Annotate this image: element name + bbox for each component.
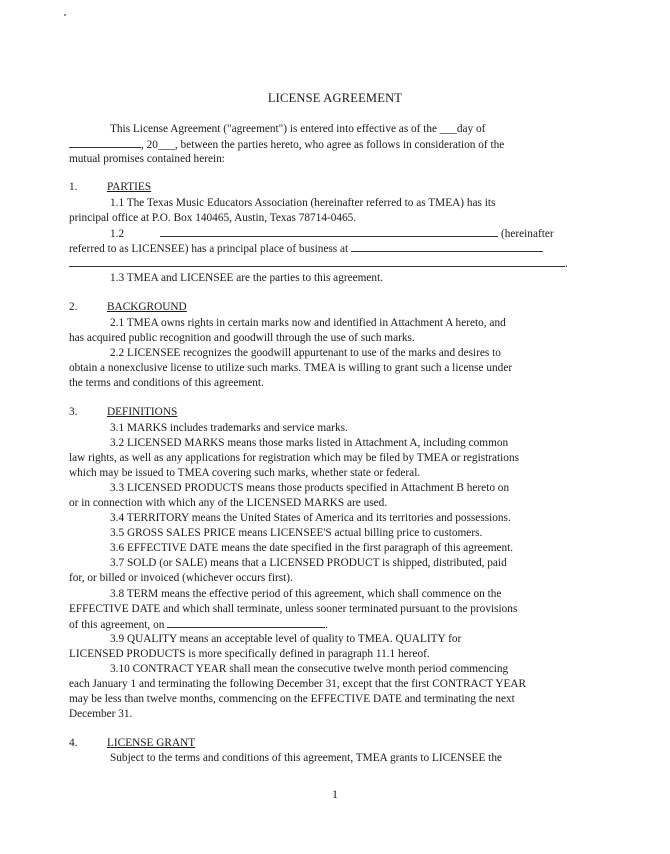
section-heading: 3. DEFINITIONS <box>69 406 178 418</box>
intro-line: , 20___, between the parties hereto, who agree as follows in consideration of the <box>69 137 504 153</box>
paragraph-line: principal office at P.O. Box 140465, Austin, Texas 78714-0465. <box>69 212 357 224</box>
intro-line: This License Agreement ("agreement") is entered into effective as of the ___day of <box>110 123 486 135</box>
paragraph-line: 1.2 (hereinafter <box>110 228 554 240</box>
paragraph-line: 3.2 LICENSED MARKS means those marks listed in Attachment A, including common <box>110 437 509 449</box>
paragraph-line: 3.1 MARKS includes trademarks and service marks. <box>110 422 348 434</box>
paragraph-line: 3.5 GROSS SALES PRICE means LICENSEE'S actual billing price to customers. <box>110 527 483 539</box>
paragraph-line: 1.1 The Texas Music Educators Association (hereinafter referred to as TMEA) has its <box>110 197 496 209</box>
paragraph-line: 3.8 TERM means the effective period of this agreement, which shall commence on the <box>110 588 502 600</box>
paragraph-line: or in connection with which any of the LICENSED MARKS are used. <box>69 497 388 509</box>
paragraph-line: EFFECTIVE DATE and which shall terminate, unless sooner terminated pursuant to the provisions <box>69 603 518 615</box>
paragraph-line: 3.3 LICENSED PRODUCTS means those products specified in Attachment B hereto on <box>110 482 510 494</box>
paragraph-line: law rights, as well as any applications for registration which may be filed by TMEA or registrations <box>69 452 519 464</box>
scan-speck <box>64 14 66 16</box>
intro-line: mutual promises contained herein: <box>69 153 225 165</box>
paragraph-line: 2.1 TMEA owns rights in certain marks now and identified in Attachment A hereto, and <box>110 317 506 329</box>
paragraph-line: the terms and conditions of this agreement. <box>69 377 264 389</box>
term-end-date-blank <box>167 617 325 628</box>
address-blank <box>351 241 543 252</box>
paragraph-line: obtain a nonexclusive license to utilize such marks. TMEA is willing to grant such a license under <box>69 362 513 374</box>
paragraph-line: has acquired public recognition and goodwill through the use of such marks. <box>69 332 415 344</box>
document-title: LICENSE AGREEMENT <box>267 91 403 105</box>
paragraph-line: referred to as LICENSEE) has a principal place of business at <box>69 241 543 257</box>
paragraph-line: for, or billed or invoiced (whichever occurs first). <box>69 572 293 584</box>
paragraph-line: 1.3 TMEA and LICENSEE are the parties to this agreement. <box>110 272 384 284</box>
paragraph-line: of this agreement, on . <box>69 619 329 631</box>
page-number: 1 <box>332 787 338 801</box>
paragraph-line: 3.7 SOLD (or SALE) means that a LICENSED PRODUCT is shipped, distributed, paid <box>110 557 507 569</box>
paragraph-line: 3.6 EFFECTIVE DATE means the date specified in the first paragraph of this agreement. <box>110 542 514 554</box>
paragraph-line: which may be issued to TMEA covering such marks, whether state or federal. <box>69 467 421 479</box>
paragraph-line: December 31. <box>69 708 133 720</box>
paragraph-line: may be less than twelve months, commencing on the EFFECTIVE DATE and terminating the next <box>69 693 515 705</box>
paragraph-line: 3.10 CONTRACT YEAR shall mean the consecutive twelve month period commencing <box>110 663 509 675</box>
paragraph-line: . <box>69 256 568 272</box>
licensee-name-blank <box>160 226 498 237</box>
paragraph-line: LICENSED PRODUCTS is more specifically defined in paragraph 11.1 hereof. <box>69 648 430 660</box>
address-blank-continued <box>69 256 565 267</box>
paragraph-line: 3.4 TERRITORY means the United States of America and its territories and possessions. <box>110 512 511 524</box>
paragraph-line: 3.9 QUALITY means an acceptable level of quality to TMEA. QUALITY for <box>110 633 462 645</box>
paragraph-line: Subject to the terms and conditions of this agreement, TMEA grants to LICENSEE the <box>110 752 502 764</box>
paragraph-line: 2.2 LICENSEE recognizes the goodwill appurtenant to use of the marks and desires to <box>110 347 501 359</box>
section-heading: 4. LICENSE GRANT <box>69 737 196 749</box>
paragraph-line: each January 1 and terminating the following December 31, except that the first CONTRACT YEAR <box>69 678 527 690</box>
section-heading: 2. BACKGROUND <box>69 301 187 313</box>
section-heading: 1. PARTIES <box>69 181 152 193</box>
date-blank <box>69 137 141 148</box>
